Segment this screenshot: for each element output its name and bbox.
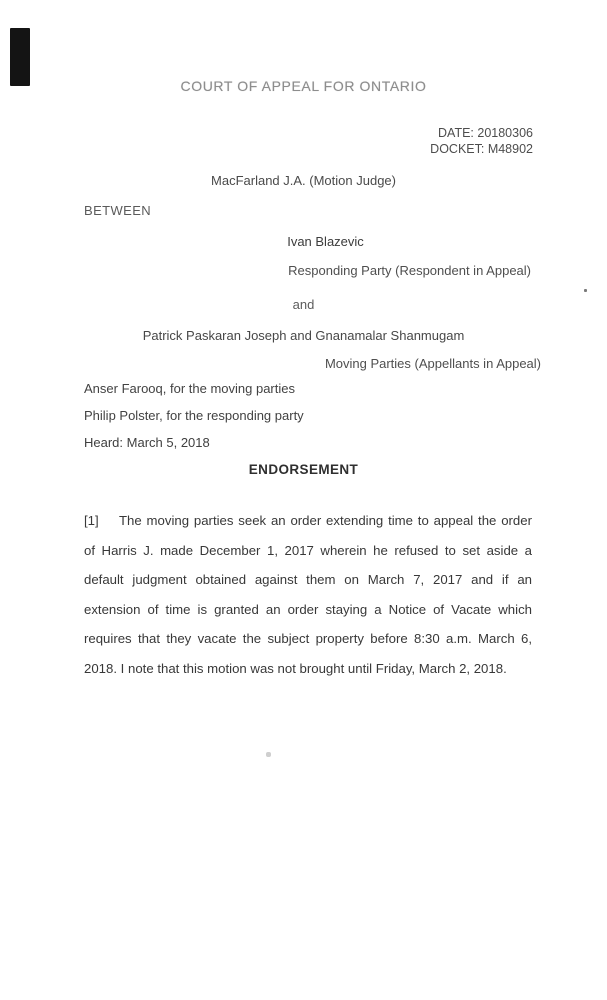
moving-parties-names: Patrick Paskaran Joseph and Gnanamalar Shanmugam (142, 328, 465, 343)
docket-line: DOCKET: M48902 (430, 141, 533, 156)
responding-counsel-line: Philip Polster, for the responding party (84, 408, 304, 423)
moving-counsel-line: Anser Farooq, for the moving parties (84, 381, 295, 396)
conjunction-and: and (292, 297, 315, 312)
moving-parties-role: Moving Parties (Appellants in Appeal) (324, 356, 541, 371)
paragraph-text: The moving parties seek an order extending time to appeal the order of Harris J. made December 1, 2017 wherein he refused to set aside a default judgment obtained against them on March 7, 2017 and if an extension of time is granted an order staying a Notice of Vacate which requires that they vacate the subject property before 8:30 a.m. March 6, 2018. I note that this motion was not brought until Friday, March 2, 2018. (84, 513, 532, 676)
endorsement-heading: ENDORSEMENT (248, 462, 359, 477)
between-label: BETWEEN (84, 203, 152, 218)
date-docket-block (430, 126, 533, 157)
date-line: DATE: 20180306 (438, 126, 533, 140)
heard-date-line: Heard: March 5, 2018 (84, 435, 210, 450)
responding-party-role: Responding Party (Respondent in Appeal) (288, 263, 531, 278)
scan-speck (584, 289, 587, 292)
responding-party-name: Ivan Blazevic (287, 234, 364, 249)
paragraph-number: [1] (84, 513, 99, 528)
court-title: COURT OF APPEAL FOR ONTARIO (180, 78, 427, 94)
judge-line: MacFarland J.A. (Motion Judge) (211, 173, 396, 188)
scan-speck (266, 752, 271, 757)
endorsement-paragraph (84, 506, 532, 683)
